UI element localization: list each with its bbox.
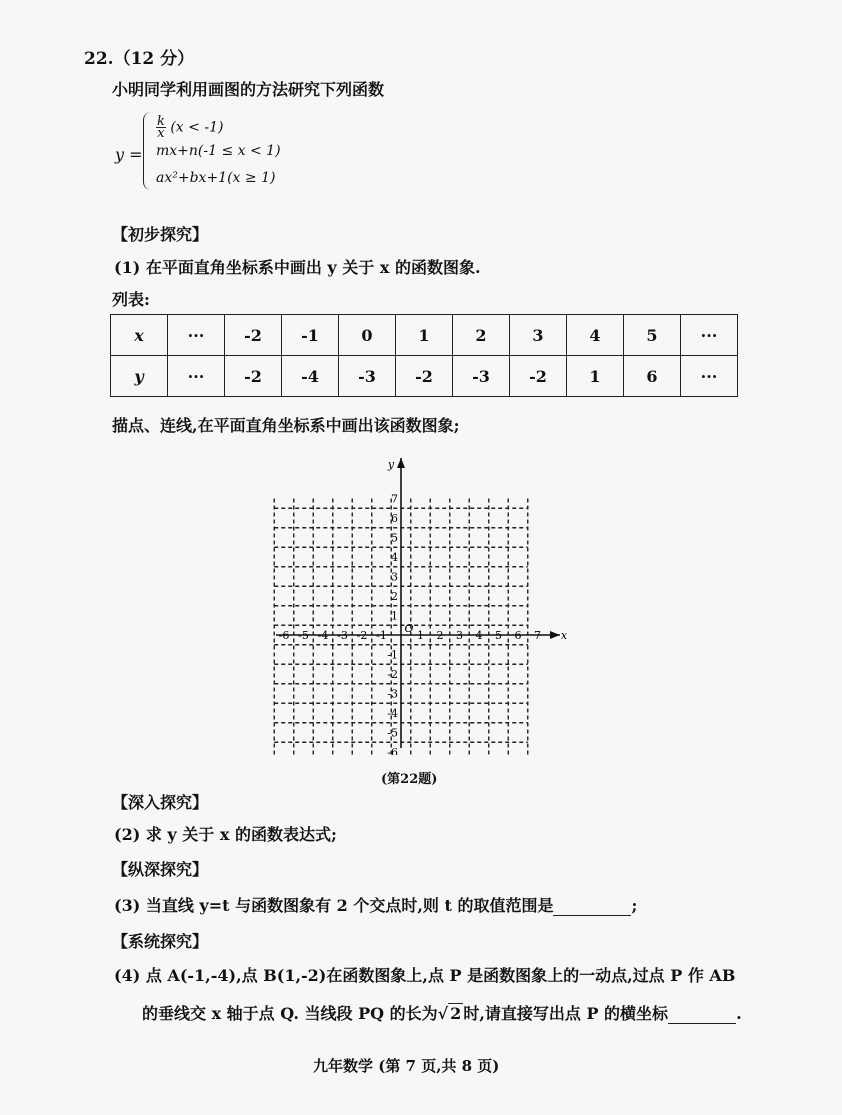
x-tick-label: -4 xyxy=(317,629,329,642)
table-cell: -2 xyxy=(396,356,453,397)
y-tick-label: -4 xyxy=(387,707,398,720)
sqrt-radicand: 2 xyxy=(450,1004,462,1023)
table-header-x: x xyxy=(111,315,168,356)
table-row-x xyxy=(111,315,738,356)
y-tick-label: -3 xyxy=(387,687,398,701)
question-4-end: . xyxy=(736,1004,742,1023)
question-4-text-b: 时,请直接写出点 P 的横坐标 xyxy=(463,1004,669,1023)
y-tick-label: 7 xyxy=(391,492,398,506)
x-tick-label: 2 xyxy=(436,629,444,642)
y-tick-label: 2 xyxy=(391,590,398,603)
table-cell: 4 xyxy=(567,315,624,356)
question-4-text-a: 的垂线交 x 轴于点 Q. 当线段 PQ 的长为 xyxy=(142,1004,438,1023)
table-cell: -1 xyxy=(282,315,339,356)
table-cell: -2 xyxy=(225,356,282,397)
table-label: 列表: xyxy=(112,290,150,309)
y-tick-label: 1 xyxy=(391,609,398,623)
function-piece-1 xyxy=(156,116,223,139)
table-cell: 2 xyxy=(453,315,510,356)
section-title-system: 【系统探究】 xyxy=(112,932,209,951)
question-3 xyxy=(114,893,637,916)
value-table xyxy=(110,314,738,397)
question-1: (1) 在平面直角坐标系中画出 y 关于 x 的函数图象. xyxy=(114,258,481,277)
y-tick-label: -6 xyxy=(387,746,398,755)
y-tick-label: -5 xyxy=(387,726,398,740)
x-tick-label: -2 xyxy=(356,629,368,642)
table-cell: ··· xyxy=(681,356,738,397)
y-tick-label: 4 xyxy=(391,551,398,564)
section-title-deep: 【深入探究】 xyxy=(112,793,209,812)
axes xyxy=(276,458,560,748)
x-tick-label: 6 xyxy=(514,629,522,642)
x-tick-label: 1 xyxy=(417,629,424,642)
x-axis-label: x xyxy=(560,629,568,642)
y-tick-label: -2 xyxy=(387,668,398,681)
question-3-end: ; xyxy=(631,896,638,915)
table-cell: -3 xyxy=(453,356,510,397)
table-row-y xyxy=(111,356,738,397)
question-number-label: 22. xyxy=(84,49,114,69)
table-cell: ··· xyxy=(168,356,225,397)
question-4-line-1: (4) 点 A(-1,-4),点 B(1,-2)在函数图象上,点 P 是函数图象上的一动点,过点 P 作 AB xyxy=(114,966,736,985)
table-cell: ··· xyxy=(681,315,738,356)
fraction-k-over-x xyxy=(156,116,166,139)
x-tick-label: -6 xyxy=(278,629,290,642)
table-cell: 3 xyxy=(510,315,567,356)
x-tick-label: -3 xyxy=(337,629,348,642)
table-cell: 0 xyxy=(339,315,396,356)
origin-label: O xyxy=(404,622,414,635)
fraction-numerator: k xyxy=(157,114,165,129)
table-cell: 6 xyxy=(624,356,681,397)
answer-blank-p-abscissa[interactable] xyxy=(668,1009,736,1024)
y-tick-label: 3 xyxy=(391,570,398,584)
section-title-initial: 【初步探究】 xyxy=(112,225,209,244)
function-lhs: y = xyxy=(115,145,143,164)
table-cell: ··· xyxy=(168,315,225,356)
answer-blank-t-range[interactable] xyxy=(553,901,631,916)
x-tick-label: 3 xyxy=(456,629,463,642)
table-header-y: y xyxy=(111,356,168,397)
x-tick-label: 5 xyxy=(495,629,502,642)
question-score: （12 分） xyxy=(113,49,195,69)
page-footer: 九年数学 (第 7 页,共 8 页) xyxy=(313,1057,500,1075)
y-tick-label: 6 xyxy=(391,512,398,525)
table-cell: -4 xyxy=(282,356,339,397)
y-tick-label: 5 xyxy=(391,531,398,545)
x-tick-label: -5 xyxy=(298,629,309,642)
y-axis-label: y xyxy=(387,458,395,471)
question-2: (2) 求 y 关于 x 的函数表达式; xyxy=(114,825,337,844)
x-tick-label: 7 xyxy=(534,629,541,642)
question-intro: 小明同学利用画图的方法研究下列函数 xyxy=(112,80,385,99)
function-piece-2: mx+n(-1 ≤ x < 1) xyxy=(156,143,281,159)
x-tick-label: 4 xyxy=(475,629,483,642)
x-axis-arrow-icon xyxy=(550,631,560,639)
coordinate-grid xyxy=(270,450,580,755)
section-title-further: 【纵深探究】 xyxy=(112,860,209,879)
y-tick-label: -1 xyxy=(387,648,398,662)
table-cell: -2 xyxy=(225,315,282,356)
table-cell: 1 xyxy=(396,315,453,356)
tick-labels xyxy=(279,458,568,755)
table-cell: 5 xyxy=(624,315,681,356)
plot-instruction: 描点、连线,在平面直角坐标系中画出该函数图象; xyxy=(112,416,460,435)
x-tick-label: -1 xyxy=(376,629,387,642)
function-piece-3: ax²+bx+1(x ≥ 1) xyxy=(156,170,276,186)
piecewise-brace xyxy=(143,112,154,190)
sqrt-expression: √ 2 xyxy=(437,1004,462,1023)
question-number xyxy=(84,44,194,69)
table-cell: -3 xyxy=(339,356,396,397)
figure-caption: (第22题) xyxy=(381,772,438,787)
table-cell: 1 xyxy=(567,356,624,397)
question-4-line-2 xyxy=(142,1001,742,1024)
question-3-text: (3) 当直线 y=t 与函数图象有 2 个交点时,则 t 的取值范围是 xyxy=(114,896,554,915)
fraction-denominator: x xyxy=(157,126,165,141)
y-axis-arrow-icon xyxy=(397,458,405,468)
table-cell: -2 xyxy=(510,356,567,397)
piece-1-condition: (x < -1) xyxy=(170,119,224,136)
